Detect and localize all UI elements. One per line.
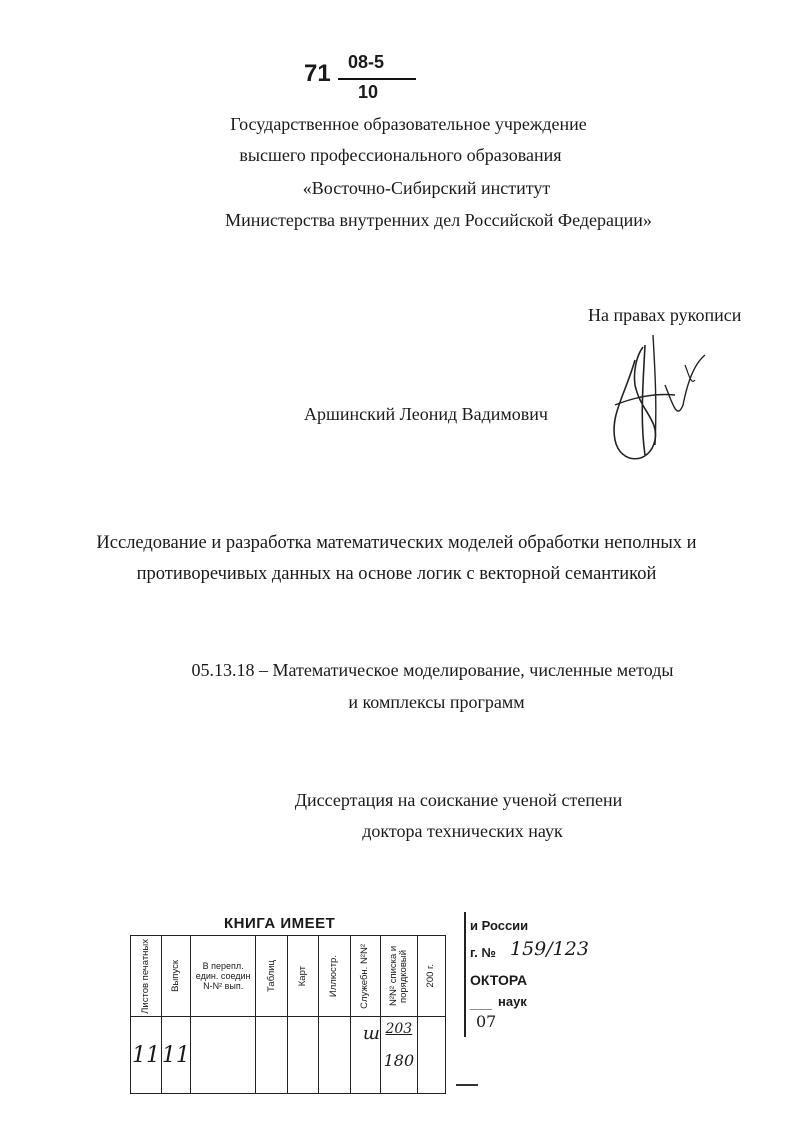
stamp-title: КНИГА ИМЕЕТ bbox=[224, 915, 336, 932]
manuscript-note: На правах рукописи bbox=[588, 305, 742, 325]
registry-number: 159/123 bbox=[510, 938, 589, 960]
handwritten-issue: 11 bbox=[161, 1017, 190, 1094]
library-stamp bbox=[128, 915, 448, 1095]
institution-line: Государственное образовательное учреждение bbox=[230, 114, 587, 134]
registry-line: и России bbox=[470, 918, 529, 933]
stamp-column-header: Таблиц bbox=[265, 960, 277, 992]
handwritten-col8-top: 203 bbox=[385, 1021, 413, 1037]
handwritten-col8-bottom: 180 bbox=[383, 1051, 415, 1070]
document-code bbox=[300, 52, 430, 108]
stamp-column-header: Иллюстр. bbox=[328, 954, 340, 998]
fraction-bar bbox=[338, 78, 416, 80]
specialty-line: 05.13.18 – Математическое моделирование, численные методы bbox=[191, 660, 674, 680]
stamp-column-header: N²N² списка и порядковый bbox=[387, 945, 409, 1007]
stamp-column-header: Выпуск bbox=[169, 960, 181, 992]
registry-year: 07 bbox=[476, 1012, 497, 1031]
registry-stamp bbox=[462, 912, 592, 1042]
handwritten-sheets: 11 bbox=[131, 1017, 162, 1094]
author-name: Аршинский Леонид Вадимович bbox=[304, 404, 548, 424]
registry-line: г. № bbox=[470, 945, 496, 960]
code-integer: 71 bbox=[304, 60, 331, 87]
stamp-edge bbox=[464, 912, 466, 1037]
institution-line: высшего профессионального образования bbox=[239, 145, 562, 165]
title-line: противоречивых данных на основе логик с векторной семантикой bbox=[136, 564, 657, 584]
degree-line: Диссертация на соискание ученой степени bbox=[294, 790, 623, 810]
code-denominator: 10 bbox=[358, 82, 379, 102]
stamp-column-header: В перепл. един. соедин N-N² вып. bbox=[195, 961, 251, 991]
stamp-header-row bbox=[131, 936, 446, 1017]
registry-blank: ___ bbox=[470, 996, 492, 1011]
title-line: Исследование и разработка математических моделей обработки неполных и bbox=[96, 533, 697, 553]
institution-line: Министерства внутренних дел Российской Федерации» bbox=[225, 210, 652, 230]
stamp-column-header: 200 г. bbox=[425, 964, 437, 988]
stamp-column-header: Служебн. N²N² bbox=[359, 943, 371, 1009]
degree-line: доктора технических наук bbox=[362, 821, 563, 841]
registry-line: наук bbox=[498, 994, 527, 1009]
code-numerator: 08-5 bbox=[348, 52, 385, 72]
signature-image bbox=[595, 325, 725, 470]
stamp-column-header: Листов печатных bbox=[139, 938, 151, 1014]
handwritten-col7: ш bbox=[350, 1017, 380, 1094]
stamp-table bbox=[130, 935, 446, 1094]
registry-line: ОКТОРА bbox=[470, 972, 528, 988]
scan-mark bbox=[456, 1084, 478, 1086]
stamp-body-row bbox=[131, 1017, 446, 1094]
specialty-line: и комплексы программ bbox=[348, 692, 525, 712]
stamp-column-header: Карт bbox=[296, 965, 308, 987]
institution-line: «Восточно-Сибирский институт bbox=[302, 178, 551, 198]
